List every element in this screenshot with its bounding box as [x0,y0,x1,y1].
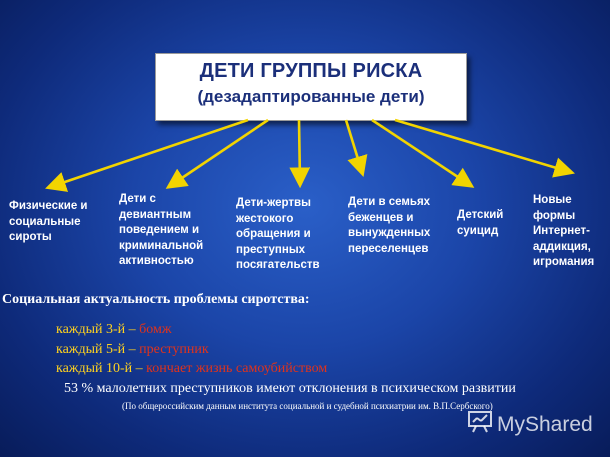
watermark-text: MyShared [497,413,593,436]
presentation-board-icon [467,410,493,440]
stat-highlight: бомж [139,322,172,337]
watermark [467,410,593,440]
relevance-heading: Социальная актуальность проблемы сиротства: [2,292,310,307]
source-note: (По общероссийским данным института социальной и судебной психиатрии им. В.П.Сербского) [122,401,493,411]
stat-prefix: каждый 10-й – [56,361,147,376]
title-subtitle: (дезадаптированные дети) [197,87,425,106]
arrow-to-category-4 [346,120,362,172]
category-abuse-victims: Дети-жертвы жестокого обращения и преступных посягательств [236,197,320,271]
arrow-to-category-5 [372,120,470,185]
arrow-to-category-6 [395,120,570,172]
title-main: ДЕТИ ГРУППЫ РИСКА [199,60,423,82]
stat-highlight: преступник [139,342,209,357]
category-internet-addiction: Новые формы Интернет- аддикция, игромания [533,194,595,268]
category-suicide: Детский суицид [457,209,504,237]
stat-prefix: каждый 5-й – [56,342,140,357]
stat-line-3 [56,361,327,377]
arrow-to-category-3 [299,120,300,183]
statistic-note: 53 % малолетних преступников имеют отклонения в психическом развитии [64,381,516,396]
stat-line-2 [56,342,209,358]
stat-line-1 [56,322,172,338]
stat-prefix: каждый 3-й – [56,322,140,337]
stat-highlight: кончает жизнь самоубийством [146,361,328,376]
category-refugees: Дети в семьях беженцев и вынужденных переселенцев [348,196,431,255]
category-deviant: Дети с девиантным поведением и криминальной активностью [119,193,204,267]
category-orphans: Физические и социальные сироты [9,200,88,243]
